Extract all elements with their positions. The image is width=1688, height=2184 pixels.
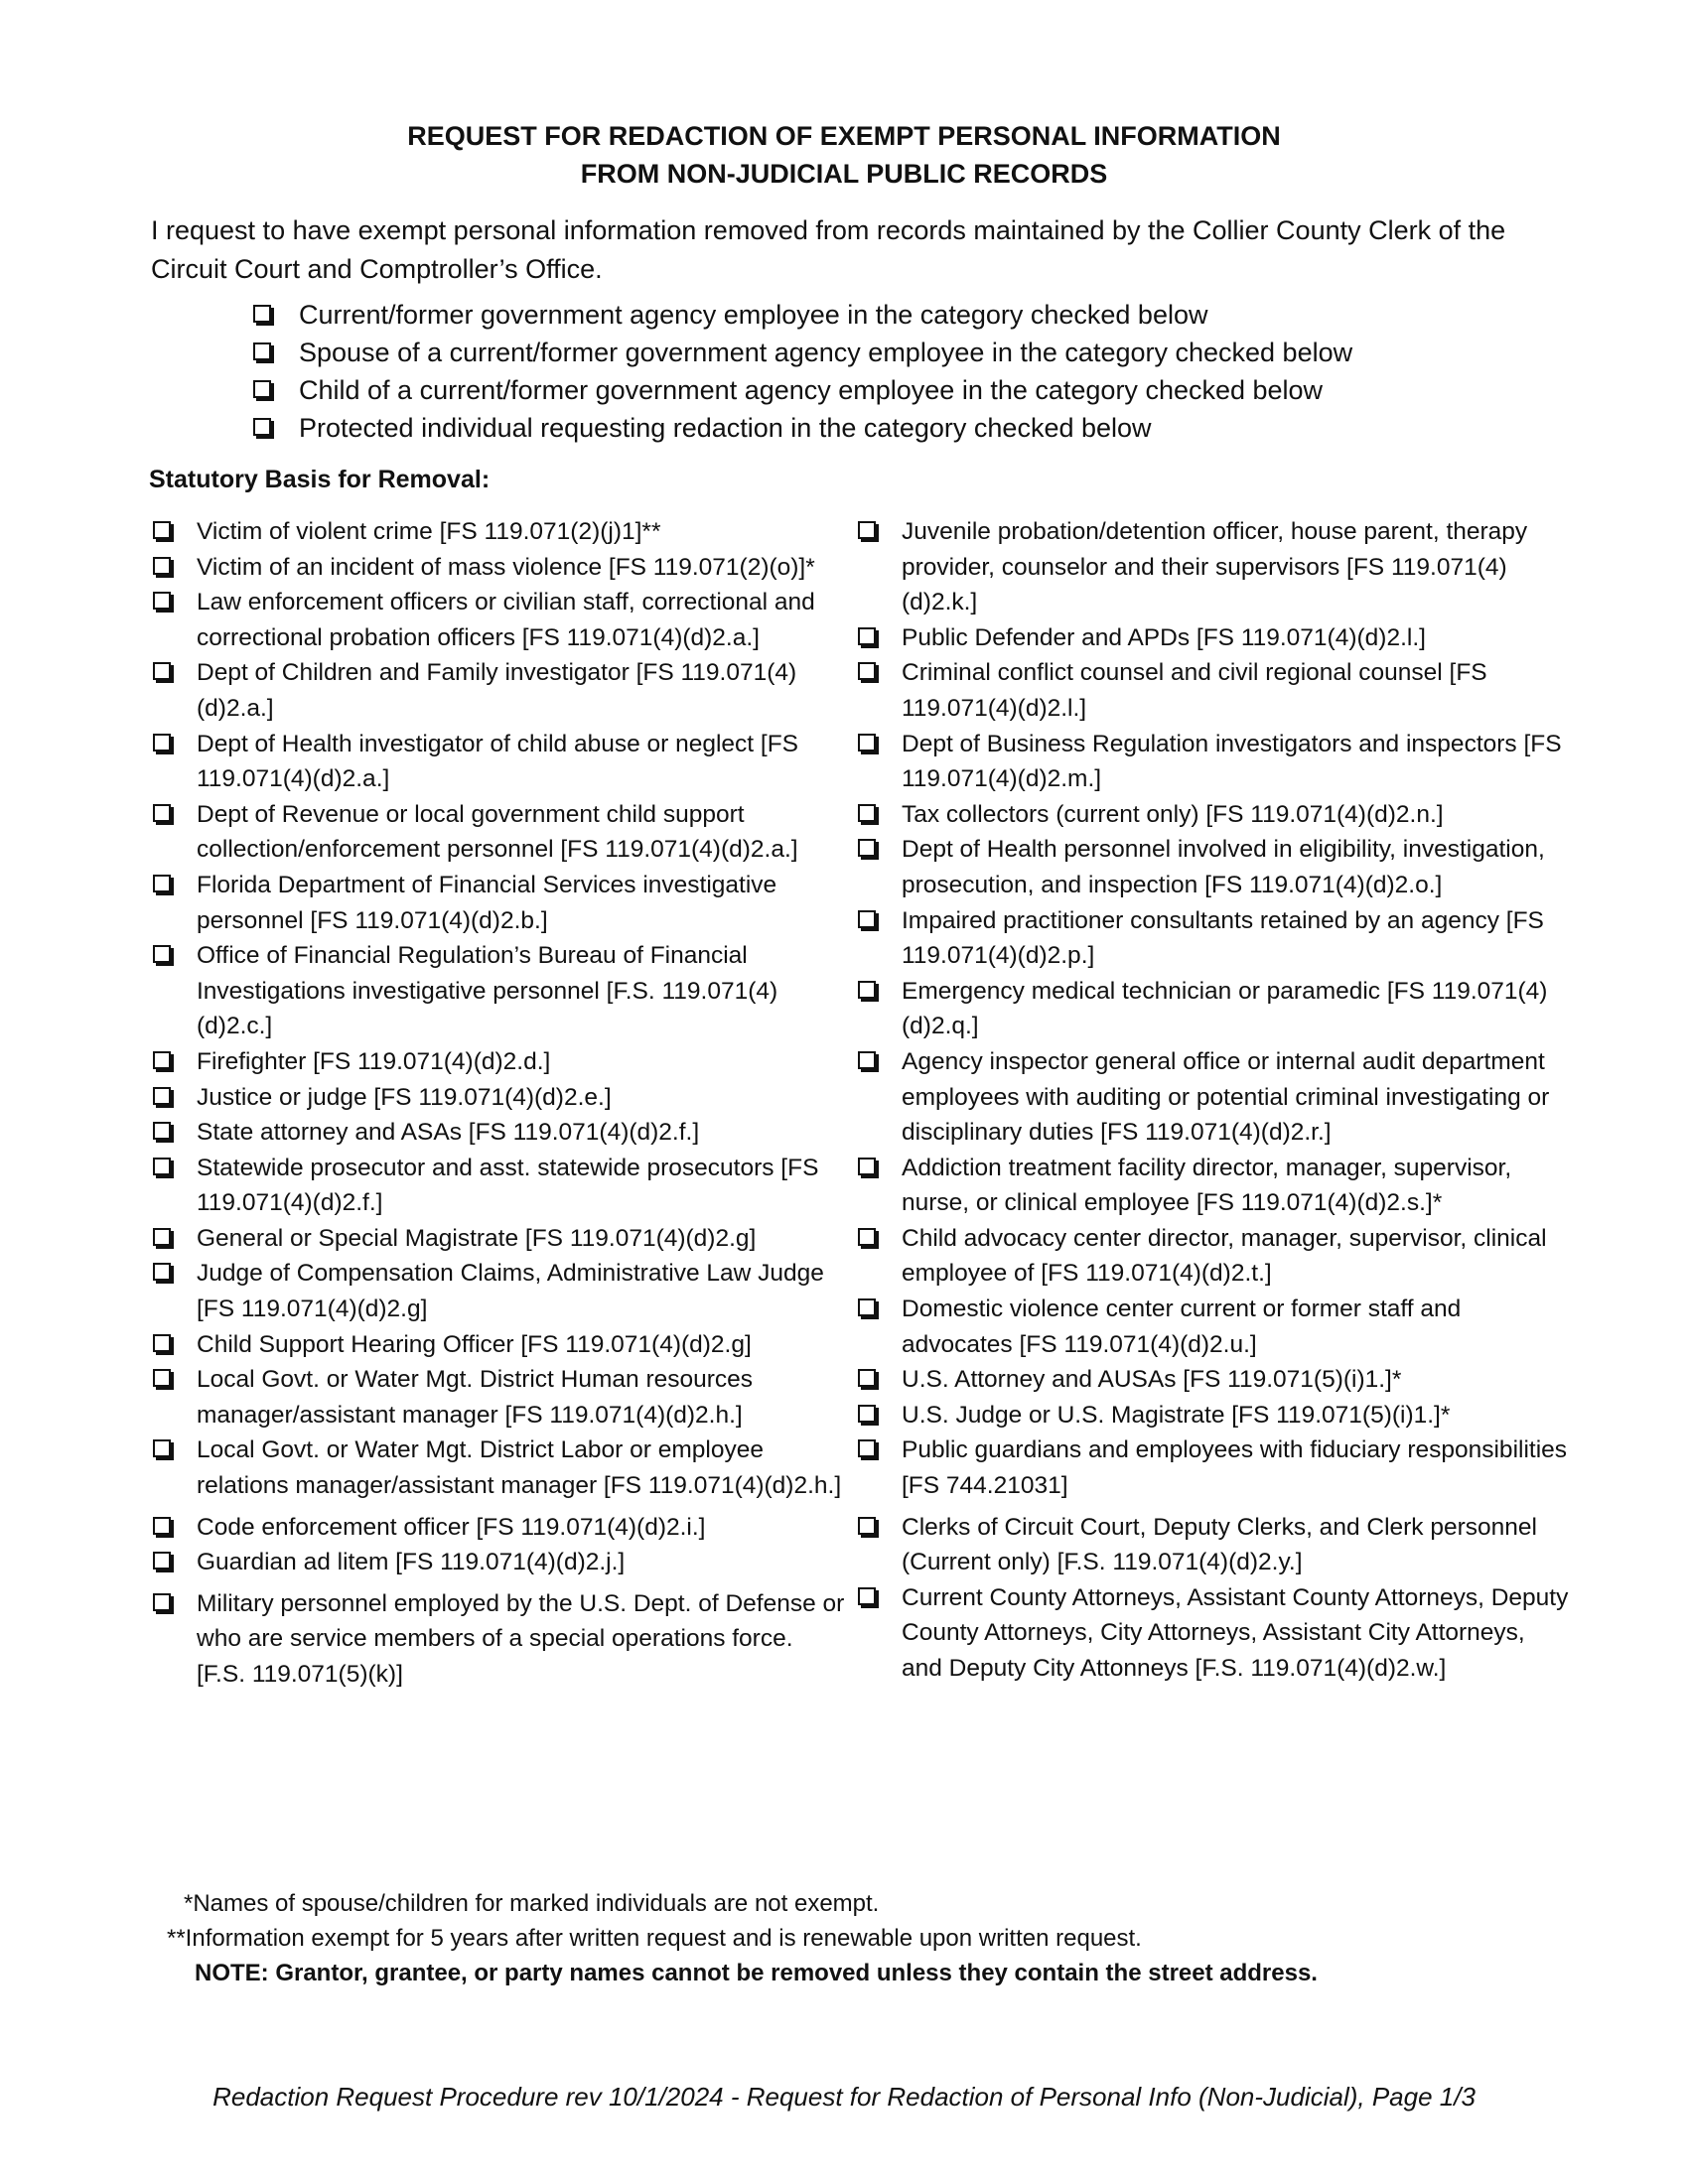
statutory-item (151, 1044, 846, 1080)
statutory-checkbox[interactable] (153, 1593, 171, 1611)
statutory-item-label: Current County Attorneys, Assistant County Attorneys, Deputy County Attorneys, City Attorneys, Assistant City Attorneys, and Deputy City Attonneys [F.S. 119.071(4)(d)2.w.] (902, 1583, 1569, 1682)
statutory-item-label: Public guardians and employees with fiduciary responsibilities [FS 744.21031] (902, 1436, 1568, 1500)
statutory-checkbox[interactable] (858, 1158, 876, 1175)
statutory-item-label: Military personnel employed by the U.S. Dept. of Defense or who are service members of a special operations force. [F.S. 119.071(5)(k)] (197, 1589, 845, 1688)
statutory-item (856, 1044, 1571, 1151)
checkbox-requester-protected[interactable] (253, 418, 271, 436)
statutory-item (856, 1398, 1571, 1433)
requester-type-label: Protected individual requesting redaction in the category checked below (299, 413, 1152, 443)
statutory-item-label: U.S. Judge or U.S. Magistrate [FS 119.071(5)(i)1.]* (902, 1401, 1451, 1429)
statutory-checkbox[interactable] (858, 734, 876, 751)
statutory-item (151, 1327, 846, 1363)
statutory-item-label: Dept of Children and Family investigator [FS 119.071(4)(d)2.a.] (197, 659, 797, 722)
statutory-item-label: State attorney and ASAs [FS 119.071(4)(d)2.f.] (197, 1119, 700, 1147)
statutory-list-right (856, 514, 1571, 1687)
statutory-item (151, 585, 846, 655)
statutory-item-label: Dept of Revenue or local government child support collection/enforcement personnel [FS 119.071(4)(d)2.a.] (197, 800, 798, 864)
form-title-line-2: FROM NON-JUDICIAL PUBLIC RECORDS (580, 159, 1108, 189)
statutory-checkbox[interactable] (153, 734, 171, 751)
statutory-item (856, 832, 1571, 902)
statutory-checkbox[interactable] (858, 981, 876, 999)
statutory-item (151, 938, 846, 1044)
statutory-item (856, 974, 1571, 1044)
requester-type-list (251, 296, 1542, 447)
statutory-item-label: Victim of violent crime [FS 119.071(2)(j)1]** (197, 518, 661, 545)
statutory-checkbox[interactable] (858, 910, 876, 928)
requester-type-label: Spouse of a current/former government agency employee in the category checked below (299, 338, 1353, 367)
statutory-item (856, 1510, 1571, 1580)
statutory-checkbox[interactable] (153, 662, 171, 680)
statutory-item-label: Tax collectors (current only) [FS 119.071(4)(d)2.n.] (902, 800, 1444, 828)
statutory-checkbox[interactable] (153, 1051, 171, 1069)
statutory-checkbox[interactable] (153, 875, 171, 892)
statutory-checkbox[interactable] (858, 1298, 876, 1316)
statutory-item-label: Child Support Hearing Officer [FS 119.071(4)(d)2.g] (197, 1330, 752, 1358)
requester-type-protected (251, 409, 1542, 447)
statutory-item-label: Juvenile probation/detention officer, house parent, therapy provider, counselor and their supervisors [FS 119.071(4)(d)2.k.] (902, 518, 1528, 616)
statutory-checkbox[interactable] (858, 839, 876, 857)
statutory-item (856, 1433, 1571, 1503)
statutory-item (151, 1256, 846, 1326)
statutory-item (151, 1510, 846, 1546)
statutory-item (856, 1580, 1571, 1687)
statutory-item-label: Statewide prosecutor and asst. statewide prosecutors [FS 119.071(4)(d)2.f.] (197, 1154, 819, 1217)
requester-type-label: Current/former government agency employee in the category checked below (299, 300, 1208, 330)
statutory-item (151, 655, 846, 726)
statutory-item-label: Office of Financial Regulation’s Bureau of Financial Investigations investigative personnel [F.S. 119.071(4)(d)2.c.] (197, 942, 778, 1040)
requester-type-label: Child of a current/former government agency employee in the category checked below (299, 375, 1324, 405)
statutory-item (151, 1433, 846, 1503)
statutory-item-label: Firefighter [FS 119.071(4)(d)2.d.] (197, 1047, 551, 1075)
statutory-item-label: Emergency medical technician or paramedic [FS 119.071(4)(d)2.q.] (902, 977, 1548, 1040)
statutory-item-label: Law enforcement officers or civilian staff, correctional and correctional probation officers [FS 119.071(4)(d)2.a.] (197, 589, 815, 651)
statutory-item (151, 550, 846, 586)
statutory-checkbox[interactable] (153, 1087, 171, 1105)
statutory-checkbox[interactable] (858, 1439, 876, 1457)
statutory-item-label: Code enforcement officer [FS 119.071(4)(d)2.i.] (197, 1513, 706, 1541)
statutory-item (151, 797, 846, 868)
statutory-checkbox[interactable] (858, 1587, 876, 1605)
requester-type-spouse (251, 334, 1542, 371)
statutory-checkbox[interactable] (153, 945, 171, 963)
statutory-item (856, 655, 1571, 726)
statutory-item (151, 868, 846, 938)
statutory-checkbox[interactable] (858, 627, 876, 645)
checkbox-requester-child[interactable] (253, 380, 271, 398)
statutory-checkbox[interactable] (858, 804, 876, 822)
statutory-item-label: Impaired practitioner consultants retained by an agency [FS 119.071(4)(d)2.p.] (902, 906, 1544, 970)
statutory-item-label: Clerks of Circuit Court, Deputy Clerks, and Clerk personnel (Current only) [F.S. 119.071(4)(d)2.y.] (902, 1513, 1537, 1576)
statutory-item-label: Local Govt. or Water Mgt. District Human resources manager/assistant manager [FS 119.071(4)(d)2.h.] (197, 1366, 754, 1429)
statutory-item-label: Guardian ad litem [FS 119.071(4)(d)2.j.] (197, 1549, 626, 1576)
statutory-item (856, 903, 1571, 974)
statutory-checkbox[interactable] (858, 1228, 876, 1246)
statutory-item-label: Addiction treatment facility director, manager, supervisor, nurse, or clinical employee [FS 119.071(4)(d)2.s.]* (902, 1154, 1512, 1217)
statutory-item (856, 514, 1571, 620)
note-grantor-grantee: NOTE: Grantor, grantee, or party names cannot be removed unless they contain the street address. (195, 1960, 1318, 1986)
footnotes (167, 1886, 1318, 1990)
statutory-item-label: Justice or judge [FS 119.071(4)(d)2.e.] (197, 1083, 612, 1111)
statutory-item-label: Child advocacy center director, manager, supervisor, clinical employee of [FS 119.071(4)(d)2.t.] (902, 1224, 1547, 1288)
statutory-item (856, 620, 1571, 656)
form-title-line-1: REQUEST FOR REDACTION OF EXEMPT PERSONAL INFORMATION (407, 121, 1281, 151)
statutory-item (151, 1151, 846, 1221)
page-footer: Redaction Request Procedure rev 10/1/2024 - Request for Redaction of Personal Info (Non-Judicial), Page 1/3 (212, 2082, 1476, 2112)
statutory-checkbox[interactable] (153, 1158, 171, 1175)
statutory-checkbox[interactable] (858, 662, 876, 680)
statutory-item (856, 1292, 1571, 1362)
statutory-item-label: Criminal conflict counsel and civil regional counsel [FS 119.071(4)(d)2.l.] (902, 659, 1487, 722)
statutory-checkbox[interactable] (858, 1517, 876, 1535)
statutory-item (856, 727, 1571, 797)
statutory-checkbox[interactable] (153, 1228, 171, 1246)
statutory-item (151, 1545, 846, 1580)
statutory-checkbox[interactable] (153, 1552, 171, 1570)
statutory-item (151, 1221, 846, 1257)
statutory-item-label: Dept of Health investigator of child abuse or neglect [FS 119.071(4)(d)2.a.] (197, 730, 799, 793)
statutory-item-label: Agency inspector general office or internal audit department employees with auditing or potential criminal investigating or disciplinary duties [FS 119.071(4)(d)2.r.] (902, 1047, 1550, 1147)
requester-type-child (251, 371, 1542, 409)
statutory-item (151, 1080, 846, 1116)
statutory-checkbox[interactable] (858, 1405, 876, 1423)
statutory-checkbox[interactable] (153, 592, 171, 610)
statutory-list-left (151, 514, 846, 1693)
statutory-checkbox[interactable] (153, 1369, 171, 1387)
statutory-item (856, 1221, 1571, 1292)
footnote-single-asterisk: *Names of spouse/children for marked individuals are not exempt. (184, 1890, 880, 1917)
form-title (0, 117, 1688, 193)
statutory-basis-heading: Statutory Basis for Removal: (149, 466, 491, 493)
checkbox-requester-spouse[interactable] (253, 342, 271, 360)
statutory-item-label: General or Special Magistrate [FS 119.071(4)(d)2.g] (197, 1224, 757, 1252)
statutory-item-label: Judge of Compensation Claims, Administrative Law Judge [FS 119.071(4)(d)2.g] (197, 1260, 824, 1323)
statutory-item-label: Domestic violence center current or former staff and advocates [FS 119.071(4)(d)2.u.] (902, 1296, 1462, 1358)
checkbox-requester-employee[interactable] (253, 305, 271, 323)
requester-type-employee (251, 296, 1542, 334)
statutory-checkbox[interactable] (153, 804, 171, 822)
statutory-item-label: U.S. Attorney and AUSAs [FS 119.071(5)(i)1.]* (902, 1366, 1402, 1394)
statutory-checkbox[interactable] (153, 1517, 171, 1535)
statutory-item-label: Victim of an incident of mass violence [FS 119.071(2)(o)]* (197, 553, 815, 581)
statutory-checkbox[interactable] (153, 1439, 171, 1457)
statutory-item (151, 727, 846, 797)
statutory-item (151, 1115, 846, 1151)
statutory-item (856, 1362, 1571, 1398)
statutory-checkbox[interactable] (153, 521, 171, 539)
statutory-item-label: Public Defender and APDs [FS 119.071(4)(d)2.l.] (902, 623, 1426, 651)
statutory-checkbox[interactable] (153, 1263, 171, 1281)
statutory-checkbox[interactable] (858, 1369, 876, 1387)
statutory-checkbox[interactable] (858, 1051, 876, 1069)
statutory-item (151, 1586, 846, 1693)
statutory-checkbox[interactable] (153, 1122, 171, 1140)
statutory-item-label: Dept of Business Regulation investigators and inspectors [FS 119.071(4)(d)2.m.] (902, 730, 1562, 793)
footnote-double-asterisk: **Information exempt for 5 years after written request and is renewable upon written request. (167, 1925, 1142, 1952)
statutory-item (856, 797, 1571, 833)
statutory-item-label: Florida Department of Financial Services investigative personnel [FS 119.071(4)(d)2.b.] (197, 871, 777, 934)
statutory-item (151, 514, 846, 550)
statutory-checkbox[interactable] (153, 1334, 171, 1352)
statutory-item (151, 1362, 846, 1433)
statutory-checkbox[interactable] (153, 557, 171, 575)
intro-paragraph: I request to have exempt personal information removed from records maintained by the Collier County Clerk of the Circuit Court and Comptroller’s Office. (151, 215, 1506, 284)
statutory-item (856, 1151, 1571, 1221)
statutory-checkbox[interactable] (858, 521, 876, 539)
statutory-item-label: Dept of Health personnel involved in eligibility, investigation, prosecution, and inspection [FS 119.071(4)(d)2.o.] (902, 836, 1545, 898)
statutory-item-label: Local Govt. or Water Mgt. District Labor or employee relations manager/assistant manager [FS 119.071(4)(d)2.h.] (197, 1436, 842, 1500)
